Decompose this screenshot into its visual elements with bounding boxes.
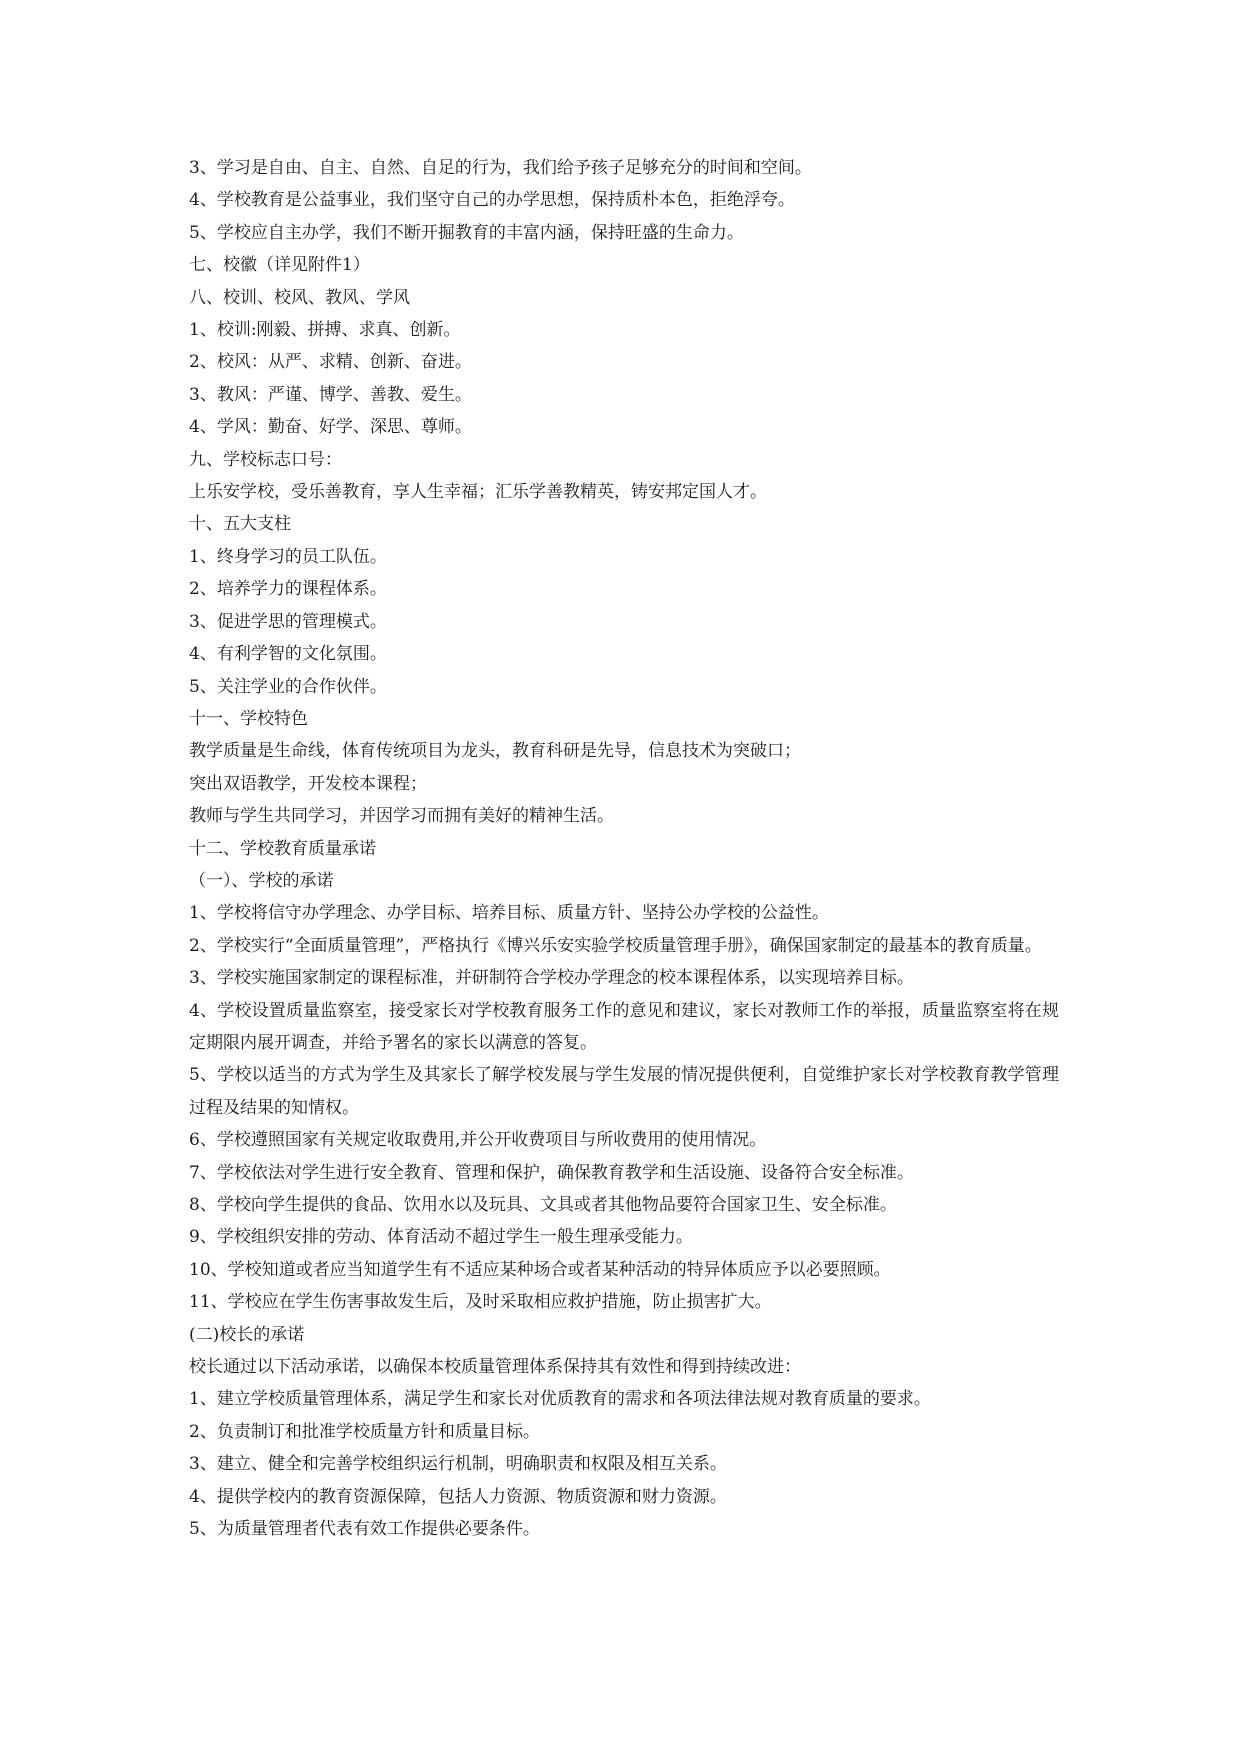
list-item-pillar-3: 3、促进学思的管理模式。 [189, 611, 387, 632]
list-item-principal-commitment-3: 3、建立、健全和完善学校组织运行机制，明确职责和权限及相互关系。 [189, 1454, 727, 1475]
list-item-school-motto: 1、校训:刚毅、拼搏、求真、创新。 [189, 320, 461, 341]
list-item-school-commitment-1: 1、学校将信守办学理念、办学目标、培养目标、质量方针、坚持公办学校的公益性。 [189, 903, 829, 924]
list-item-school-commitment-6: 6、学校遵照国家有关规定收取费用,并公开收费项目与所收费用的使用情况。 [189, 1130, 767, 1151]
list-item-principal-commitment-1: 1、建立学校质量管理体系，满足学生和家长对优质教育的需求和各项法律法规对教育质量的要求。 [189, 1389, 931, 1410]
heading-slogan: 九、学校标志口号： [189, 449, 342, 470]
paragraph-learning-3: 3、学习是自由、自主、自然、自足的行为，我们给予孩子足够充分的时间和空间。 [189, 158, 812, 178]
paragraph-slogan: 上乐安学校，受乐善教育，享人生幸福；汇乐学善教精英，铸安邦定国人才。 [189, 482, 767, 503]
list-item-pillar-5: 5、关注学业的合作伙伴。 [189, 676, 387, 697]
list-item-pillar-4: 4、有利学智的文化氛围。 [189, 644, 387, 665]
paragraph-autonomy-5: 5、学校应自主办学，我们不断开掘教育的丰富内涵，保持旺盛的生命力。 [189, 222, 744, 243]
list-item-school-commitment-4: 4、学校设置质量监察室，接受家长对学校教育服务工作的意见和建议，家长对教师工作的举报，质量监察室将在规定期限内展开调查，并给予署名的家长以满意的答复。 [189, 1000, 1059, 1053]
list-item-school-commitment-11: 11、学校应在学生伤害事故发生后，及时采取相应救护措施，防止损害扩大。 [189, 1292, 772, 1313]
list-item-pillar-1: 1、终身学习的员工队伍。 [189, 546, 387, 567]
document-body [189, 152, 1069, 1545]
list-item-pillar-2: 2、培养学力的课程体系。 [189, 579, 387, 600]
list-item-principal-commitment-5: 5、为质量管理者代表有效工作提供必要条件。 [189, 1519, 540, 1540]
heading-school-badge: 七、校徽（详见附件1） [189, 255, 370, 276]
paragraph-feature-2: 突出双语教学，开发校本课程； [189, 773, 427, 794]
list-item-school-commitment-8: 8、学校向学生提供的食品、饮用水以及玩具、文具或者其他物品要符合国家卫生、安全标准。 [189, 1195, 897, 1215]
heading-school-features: 十一、学校特色 [189, 708, 308, 729]
heading-quality-commitment: 十二、学校教育质量承诺 [189, 838, 376, 859]
heading-motto-section: 八、校训、校风、教风、学风 [189, 287, 410, 308]
list-item-principal-commitment-2: 2、负责制订和批准学校质量方针和质量目标。 [189, 1421, 540, 1442]
paragraph-principal-intro: 校长通过以下活动承诺，以确保本校质量管理体系保持其有效性和得到持续改进： [189, 1357, 801, 1378]
paragraph-education-4: 4、学校教育是公益事业，我们坚守自己的办学思想，保持质朴本色，拒绝浮夸。 [189, 190, 795, 211]
subheading-principal-commitment: (二)校长的承诺 [189, 1324, 305, 1345]
list-item-teaching-style: 3、教风：严谨、博学、善教、爱生。 [189, 384, 472, 405]
paragraph-feature-1: 教学质量是生命线，体育传统项目为龙头，教育科研是先导，信息技术为突破口； [189, 741, 801, 762]
list-item-school-commitment-10: 10、学校知道或者应当知道学生有不适应某种场合或者某种活动的特异体质应予以必要照顾。 [189, 1259, 891, 1280]
list-item-school-commitment-9: 9、学校组织安排的劳动、体育活动不超过学生一般生理承受能力。 [189, 1227, 693, 1248]
list-item-principal-commitment-4: 4、提供学校内的教育资源保障，包括人力资源、物质资源和财力资源。 [189, 1486, 727, 1507]
paragraph-feature-3: 教师与学生共同学习，并因学习而拥有美好的精神生活。 [189, 806, 614, 827]
list-item-study-style: 4、学风：勤奋、好学、深思、尊师。 [189, 417, 472, 438]
list-item-school-commitment-3: 3、学校实施国家制定的课程标准，并研制符合学校办学理念的校本课程体系，以实现培养目标。 [189, 968, 914, 989]
list-item-school-commitment-2: 2、学校实行“全面质量管理”，严格执行《博兴乐安实验学校质量管理手册》，确保国家制定的最基本的教育质量。 [189, 935, 1042, 956]
subheading-school-commitment: （一）、学校的承诺 [189, 870, 334, 891]
list-item-school-commitment-5: 5、学校以适当的方式为学生及其家长了解学校发展与学生发展的情况提供便利，自觉维护家长对学校教育教学管理过程及结果的知情权。 [189, 1065, 1059, 1118]
heading-five-pillars: 十、五大支柱 [189, 514, 291, 535]
list-item-school-spirit: 2、校风：从严、求精、创新、奋进。 [189, 352, 472, 373]
list-item-school-commitment-7: 7、学校依法对学生进行安全教育、管理和保护，确保教育教学和生活设施、设备符合安全标准。 [189, 1162, 914, 1183]
